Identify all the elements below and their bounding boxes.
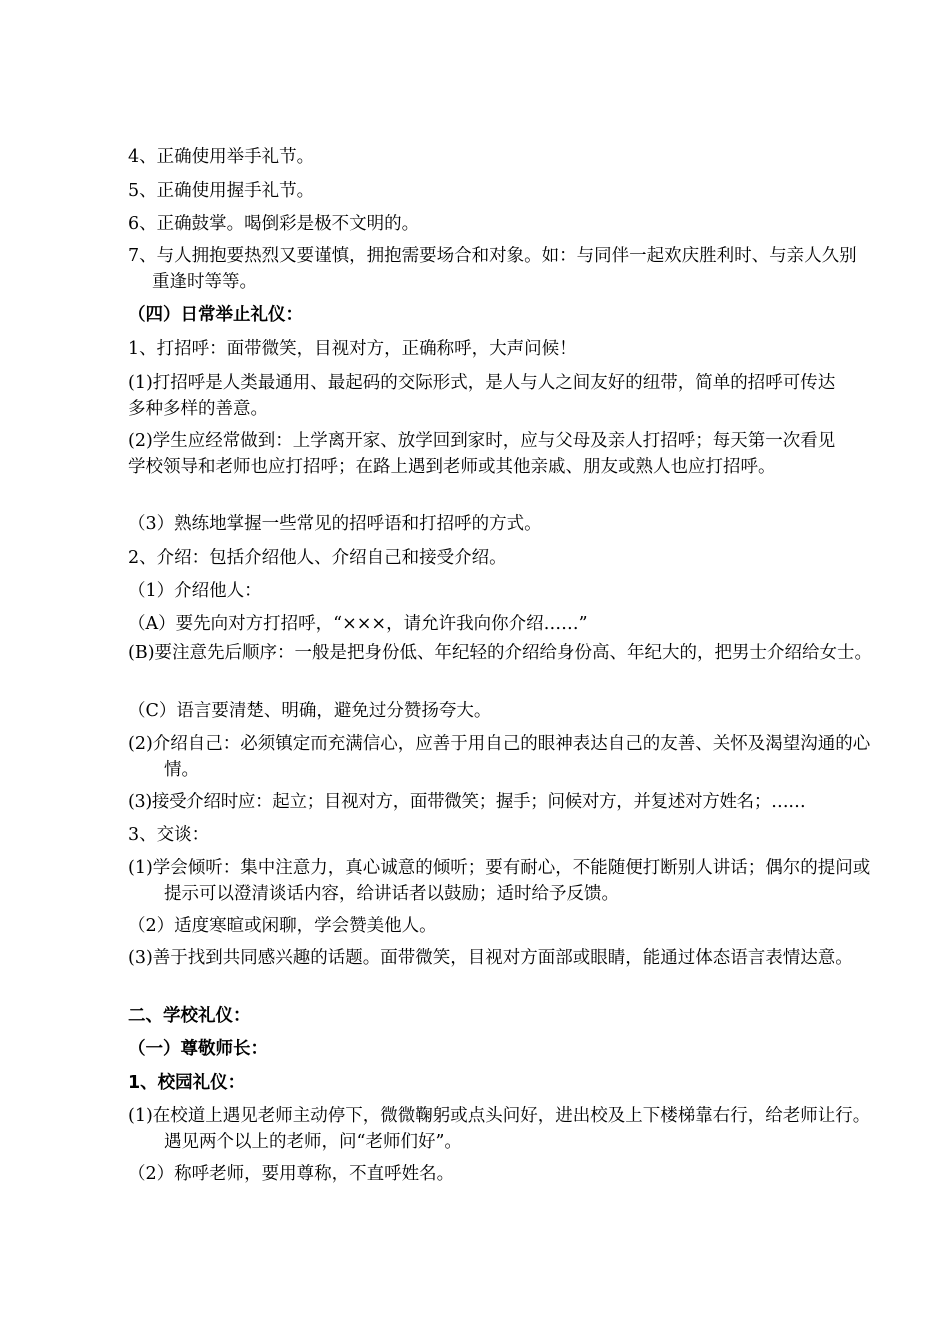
item-6: 6、正确鼓掌。喝倒彩是极不文明的。: [128, 214, 420, 234]
greeting-point-2: (2)学生应经常做到：上学离开家、放学回到家时，应与父母及亲人打招呼；每天第一次看见学校领导和老师也应打招呼；在路上遇到老师或其他亲戚、朋友或熟人也应打招呼。: [128, 431, 836, 477]
conversation-heading: 3、交谈：: [128, 825, 210, 845]
intro-point-a: （A）要先向对方打招呼，“×××，请允许我向你介绍……”: [128, 614, 588, 634]
conversation-point-1: (1)学会倾听：集中注意力，真心诚意的倾听；要有耐心，不能随便打断别人讲话；偶尔的提问或提示可以澄清谈话内容，给讲话者以鼓励；适时给予反馈。: [128, 858, 871, 904]
greeting-point-3: （3）熟练地掌握一些常见的招呼语和打招呼的方式。: [128, 514, 542, 534]
greeting-heading: 1、打招呼：面带微笑，目视对方，正确称呼，大声问候！: [128, 339, 577, 359]
section-heading-4: （四）日常举止礼仪：: [128, 305, 303, 325]
subsection-heading-1: （一）尊敬师长：: [128, 1039, 268, 1059]
campus-heading: 1、校园礼仪：: [128, 1073, 246, 1093]
intro-self: (2)介绍自己：必须镇定而充满信心，应善于用自己的眼神表达自己的友善、关怀及渴望沟通的心情。: [128, 734, 871, 780]
item-7: 7、与人拥抱要热烈又要谨慎，拥抱需要场合和对象。如：与同伴一起欢庆胜利时、与亲人久别重逢时等等。: [128, 246, 857, 292]
intro-accept: (3)接受介绍时应：起立；目视对方，面带微笑；握手；问候对方，并复述对方姓名；……: [128, 792, 806, 812]
campus-point-2: （2）称呼老师，要用尊称，不直呼姓名。: [128, 1164, 455, 1184]
conversation-point-2: （2）适度寒暄或闲聊，学会赞美他人。: [128, 916, 437, 936]
intro-point-b: (B)要注意先后顺序：一般是把身份低、年纪轻的介绍给身份高、年纪大的，把男士介绍给女士。: [128, 643, 873, 663]
section-heading-2: 二、学校礼仪：: [128, 1006, 251, 1026]
campus-point-1: (1)在校道上遇见老师主动停下，微微鞠躬或点头问好，进出校及上下楼梯靠右行，给老师让行。遇见两个以上的老师，问“老师们好”。: [128, 1106, 871, 1152]
item-4: 4、正确使用举手礼节。: [128, 147, 315, 167]
conversation-point-3: (3)善于找到共同感兴趣的话题。面带微笑，目视对方面部或眼睛，能通过体态语言表情达意。: [128, 948, 853, 968]
intro-heading: 2、介绍：包括介绍他人、介绍自己和接受介绍。: [128, 548, 507, 568]
greeting-point-1: (1)打招呼是人类最通用、最起码的交际形式，是人与人之间友好的纽带，简单的招呼可传达多种多样的善意。: [128, 373, 836, 419]
intro-others: （1）介绍他人：: [128, 581, 262, 601]
item-5: 5、正确使用握手礼节。: [128, 181, 315, 201]
intro-point-c: （C）语言要清楚、明确，避免过分赞扬夸大。: [128, 701, 492, 721]
